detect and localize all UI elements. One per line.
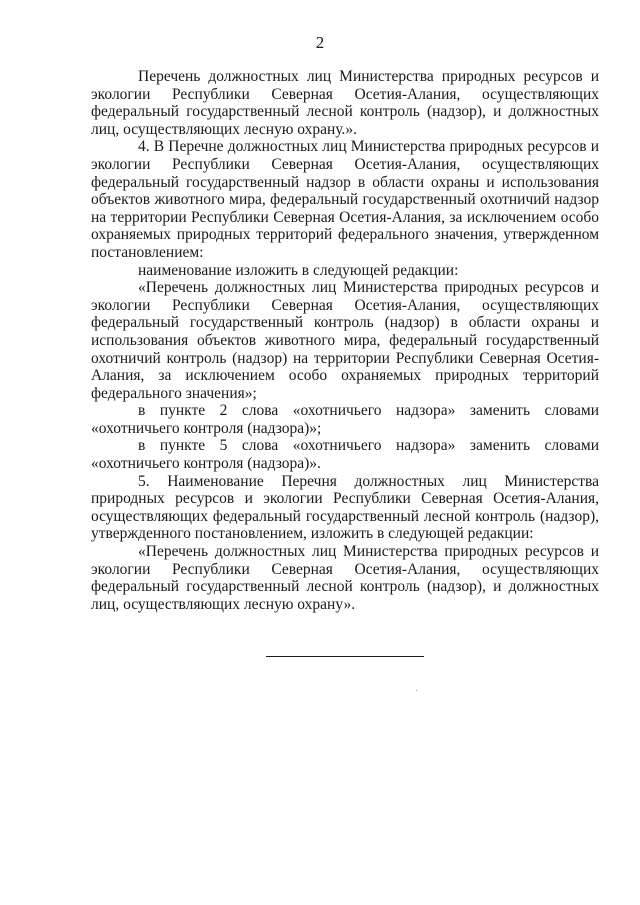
paragraph-closing-title: Перечень должностных лиц Министерства природных ресурсов и экологии Республики Северная Осетия-Алания, осуществляющих федеральный государственный лесной контроль (надзор), и должностных лиц, осуществляющих лесную охрану.». [91, 68, 599, 138]
paragraph-point-2-change: в пункте 2 слова «охотничьего надзора» заменить словами «охотничьего контроля (надзора)»; [91, 402, 599, 437]
document-body [91, 68, 599, 613]
paragraph-final-title: «Перечень должностных лиц Министерства природных ресурсов и экологии Республики Северная Осетия-Алания, осуществляющих федеральный государственный лесной контроль (надзор), и должностных лиц, осуществляющих лесную охрану». [91, 543, 599, 613]
paragraph-item-4: 4. В Перечне должностных лиц Министерства природных ресурсов и экологии Республики Северная Осетия-Алания, осуществляющих федеральный государственный надзор в области охраны и использования объектов животного мира, федеральный государственный охотничий надзор на территории Республики Северная Осетия-Алания, за исключением особо охраняемых природных территорий федерального значения, утвержденном постановлением: [91, 138, 599, 261]
paragraph-name-change: наименование изложить в следующей редакции: [138, 261, 459, 279]
end-of-document-rule [266, 656, 424, 657]
scan-speck [416, 690, 417, 691]
paragraph-item-5: 5. Наименование Перечня должностных лиц Министерства природных ресурсов и экологии Республики Северная Осетия-Алания, осуществляющих федеральный государственный лесной контроль (надзор), утвержденного постановлением, изложить в следующей редакции: [91, 472, 599, 543]
paragraph-new-name: «Перечень должностных лиц Министерства природных ресурсов и экологии Республики Северная Осетия-Алания, осуществляющих федеральный государственный контроль (надзор) в области охраны и использования объектов животного мира, федеральный государственный охотничий контроль (надзор) на территории Республики Северная Осетия-Алания, за исключением особо охраняемых природных территорий федерального значения»; [91, 279, 599, 402]
paragraph-point-5-change: в пункте 5 слова «охотничьего надзора» заменить словами «охотничьего контроля (надзора)». [91, 437, 599, 473]
page-number: 2 [315, 33, 325, 52]
